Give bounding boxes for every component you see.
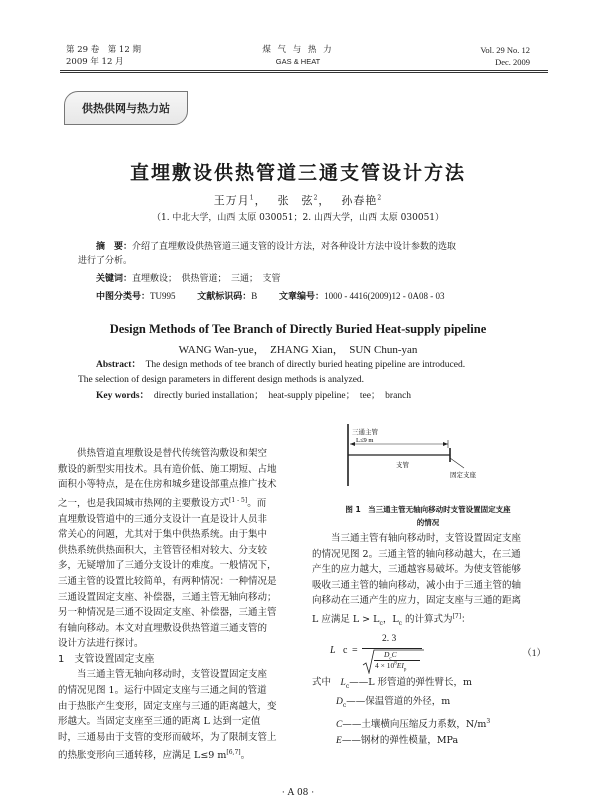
intro-line: 之一，也是我国城市热网的主要敷设方式[1 - 5]。而 [58,496,267,509]
figure-label-fixed-support: 固定支座 [450,471,476,479]
intro-line: 多，无疑增加了三通分支设计的难度。一般情况下， [58,560,277,572]
classification-codes: 中图分类号：TU995 文献标识码：B 文章编号：1000 - 4416(2009)12 - 0A08 - 03 [96,291,445,302]
intro-line: 三通主管的设置比较简单，有两种情况：一种情况是 [58,575,277,587]
section-line: 的热胀变形向三通转移，应满足 L≤9 m[6,7]。 [58,749,251,762]
formula-numerator: 2. 3 [382,634,397,644]
journal-name: 煤 气 与 热 力 GAS & HEAT [262,45,334,66]
keywords-cn: 关键词：直埋敷设； 供热管道； 三通； 支管 [96,274,281,284]
figure-1-diagram [330,422,530,492]
dimension-arrow-left [350,442,355,446]
formula-lhs: L [330,645,336,656]
abstract-cn: 摘 要：介绍了直埋敷设供热管道三通支管的设计方法，对各种设计方法中设计参数的选取 进行了分析。 [78,242,457,266]
right-line: 吸收三通主管的轴向移动，减小由于三通主管的轴 [312,579,522,591]
right-line: 当三通主管有轴向移动时，支管设置固定支座 [331,533,522,544]
journal-volume-en: Vol. 29 No. 12 Dec. 2009 [480,45,530,67]
affiliation-cn: （1. 中北大学，山西 太原 030051；2. 山西大学，山西 太原 030051） [151,213,445,223]
intro-line: 常关心的问题，尤其对于集中供热系统。由于集中 [58,529,268,541]
intro-line: 直埋敷设管道中的三通分支设计一直是设计人员非 [58,513,268,525]
formula-inner-numerator: $D_cC$ [384,650,397,662]
right-line: 产生的应力越大，三通越容易破坏。为使支管能够 [312,564,522,576]
journal-volume-issue: 第 29 卷 第 12 期 2009 年 12 月 [66,45,141,67]
intro-line: 另一种情况是三通不设固定支座、补偿器，三通主管 [58,607,277,619]
column-label: 供热供网与热力站 [64,91,188,125]
right-line: 向移动在三通产生的应力，固定支座与三通的距离 [312,595,522,607]
intro-line: 三通设置固定支座、补偿器，三通主管无轴向移动； [58,591,277,603]
section-line: 由于热胀产生变形，固定支座与三通的距离越大，变 [58,700,277,712]
definition-item: C——土壤横向压缩反力系数，$N/m^3$ [336,717,491,730]
intro-line: 有轴向移动。本文对直埋敷设供热管道三通支管的 [58,622,268,634]
authors-cn: 王万月$^1$， 张 弦$^2$， 孙春艳$^2$ [213,194,383,207]
formula-inner-denominator: $4 \times 10^8EI_p$ [375,661,407,673]
section-line: 的情况见图 1。运行中固定支座与三通之间的管道 [58,685,267,697]
intro-line: 供热管道直埋敷设是替代传统管沟敷设和架空 [77,448,268,459]
formula-number: （1） [522,649,546,659]
body-left-column [58,446,294,764]
fixed-support-leader [450,458,464,468]
intro-line: 敷设的新型实用技术。具有造价低、施工期短、占地 [58,463,277,475]
intro-line: 供热系统供热面积大，主管管径相对较大、分支较 [58,544,268,556]
figure-1-caption: 图 1 当三通主管无轴向移动时支管设置固定支座 的情况 [345,505,511,527]
figure-label-main-pipe: 三通主管 [352,428,378,436]
article-title-en: Design Methods of Tee Branch of Directly Buried Heat-supply pipeline [109,322,487,336]
section-line: 当三通主管无轴向移动时，支管设置固定支座 [77,669,268,681]
formula-equals: = [352,645,358,656]
intro-line: 面积小等特点，是在住房和城乡建设部重点推广技术 [58,479,277,491]
authors-en: WANG Wan-yue， ZHANG Xian， SUN Chun-yan [178,344,418,356]
right-line: L 应满足 $L > L_c$，$L_c$ 的计算式为[7]： [312,612,471,628]
dimension-arrow-right [443,442,448,446]
keywords-en: Key words： directly buried installation； heat-supply pipeline； tee； branch [96,391,412,401]
figure-1 [330,422,530,492]
formula-lhs-sub: c [343,645,348,656]
section-line: 形越大。当固定支座至三通的距离 L 达到一定值 [58,716,261,728]
figure-label-branch: 支管 [396,461,409,469]
intro-line: 设计方法进行探讨。 [58,638,144,650]
page-number: · A 08 · [281,788,315,798]
header-rule-bottom [60,72,548,73]
body-right-column [312,531,544,632]
definition-item: E——钢材的弹性模量，MPa [336,735,459,747]
formula-1 [330,634,546,674]
section-line: 时，三通易由于支管的变形而破坏，为了限制支管上 [58,731,277,743]
abstract-en: Abstract： The design methods of tee branch of directly buried heating pipeline are introduced. The selection of design parameters in different design methods is analyzed. [78,360,466,385]
figure-label-distance: L≤9 m [356,437,374,444]
article-title-cn: 直埋敷设供热管道三通支管设计方法 [129,162,466,184]
header-rule-top [60,70,548,71]
right-line: 的情况见图 2。三通主管的轴向移动越大，在三通 [312,548,521,560]
definition-item: 式中 $L_c——L$ 形管道的弹性臂长，m [312,677,473,690]
section-heading: 1 支管设置固定支座 [58,653,155,665]
definition-item: $D_c——$保温管道的外径，m [336,696,451,710]
symbol-definitions [312,675,544,750]
